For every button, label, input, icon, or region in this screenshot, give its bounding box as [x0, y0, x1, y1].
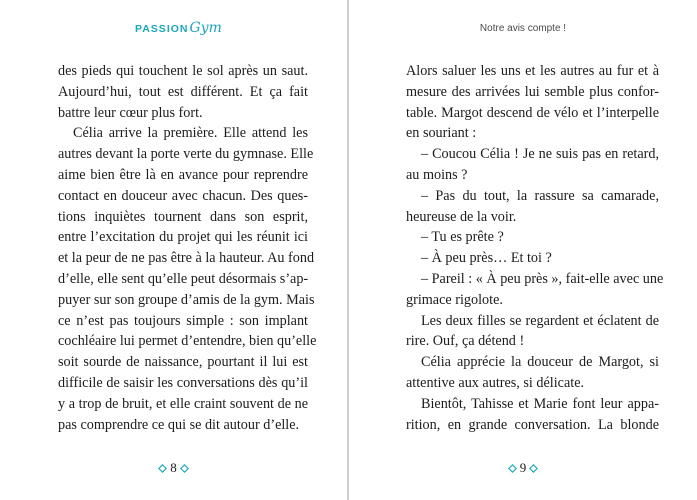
right-page-footer: [349, 460, 697, 476]
text-line: rire. Ouf, ça détend !: [406, 333, 525, 350]
brand-word: PASSION: [135, 23, 189, 35]
text-line: autres devant la porte verte du gymnase. Elle: [58, 146, 314, 163]
text-line: Aujourd’hui, tout est différent. Et ça fait: [58, 83, 308, 100]
text-line: mesure des arrivées lui semble plus confor-: [406, 83, 659, 100]
text-line: – Pas du tout, la rassure sa camarade,: [421, 187, 659, 204]
text-line: attentive aux autres, si délicate.: [406, 374, 585, 391]
text-line: y a trop de bruit, et elle craint souvent de ne: [58, 395, 308, 412]
brand-logo: [135, 20, 222, 40]
text-line: soit sourde de naissance, pourtant il lui est: [58, 354, 308, 371]
page-number-right: 9: [519, 460, 527, 475]
text-line: battre leur cœur plus fort.: [58, 104, 203, 121]
text-line: difficile de saisir les conversations dès qu’il: [58, 374, 308, 391]
text-line: des pieds qui touchent le sol après un saut.: [58, 63, 308, 79]
text-line: rition, en grande conversation. La blonde: [406, 416, 659, 433]
left-ornament-icon: [158, 464, 167, 473]
left-ornament-icon: [508, 464, 517, 473]
text-line: d’elle, elle sent qu’elle peut désormais s’ap-: [58, 270, 309, 287]
text-line: tions inquiètes tournent dans son esprit,: [58, 208, 308, 225]
text-line: contact en douceur avec chacun. Des ques-: [58, 187, 308, 204]
text-line: heureuse de la voir.: [406, 208, 517, 225]
text-line: – Pareil : « À peu près », fait-elle avec une: [421, 270, 664, 287]
text-line: ce n’est pas toujours simple : son implant: [58, 312, 308, 329]
brand-script: Gym: [189, 20, 222, 36]
right-ornament-icon: [180, 464, 189, 473]
right-ornament-icon: [529, 464, 538, 473]
running-title: Notre avis compte !: [479, 23, 567, 34]
left-page-footer: [0, 460, 347, 476]
text-line: en souriant :: [406, 125, 477, 142]
text-line: – Coucou Célia ! Je ne suis pas en retard,: [421, 146, 659, 163]
right-page: [349, 0, 697, 500]
left-body-text: [58, 61, 317, 435]
text-line: grimace rigolote.: [406, 291, 503, 308]
text-line: aime bien être là en avance pour reprendre: [58, 166, 308, 183]
text-line: entre l’excitation du projet qui les réunit ici: [58, 229, 308, 246]
right-body-text: [406, 61, 664, 435]
text-line: Alors saluer les uns et les autres au fur et à: [406, 63, 659, 79]
text-line: et la peur de ne pas être à la hauteur. Au fond: [58, 250, 315, 267]
text-line: puyer sur son groupe d’amis de la gym. Mais: [58, 291, 315, 308]
text-line: – À peu près… Et toi ?: [421, 250, 552, 267]
left-page: [0, 0, 347, 500]
text-line: Les deux filles se regardent et éclatent de: [421, 312, 659, 329]
page-number-left: 8: [170, 460, 177, 475]
text-line: Bientôt, Tahisse et Marie font leur appa-: [421, 395, 659, 412]
text-line: au moins ?: [406, 166, 468, 183]
text-line: cochléaire lui permet d’entendre, bien qu’elle: [58, 333, 317, 350]
text-line: – Tu es prête ?: [421, 229, 504, 246]
text-line: Célia arrive la première. Elle attend les: [73, 125, 308, 142]
text-line: pas comprendre ce qui se dit autour d’elle.: [58, 416, 300, 433]
text-line: Célia apprécie la douceur de Margot, si: [421, 354, 659, 371]
text-line: table. Margot descend de vélo et l’interpelle: [406, 104, 659, 121]
